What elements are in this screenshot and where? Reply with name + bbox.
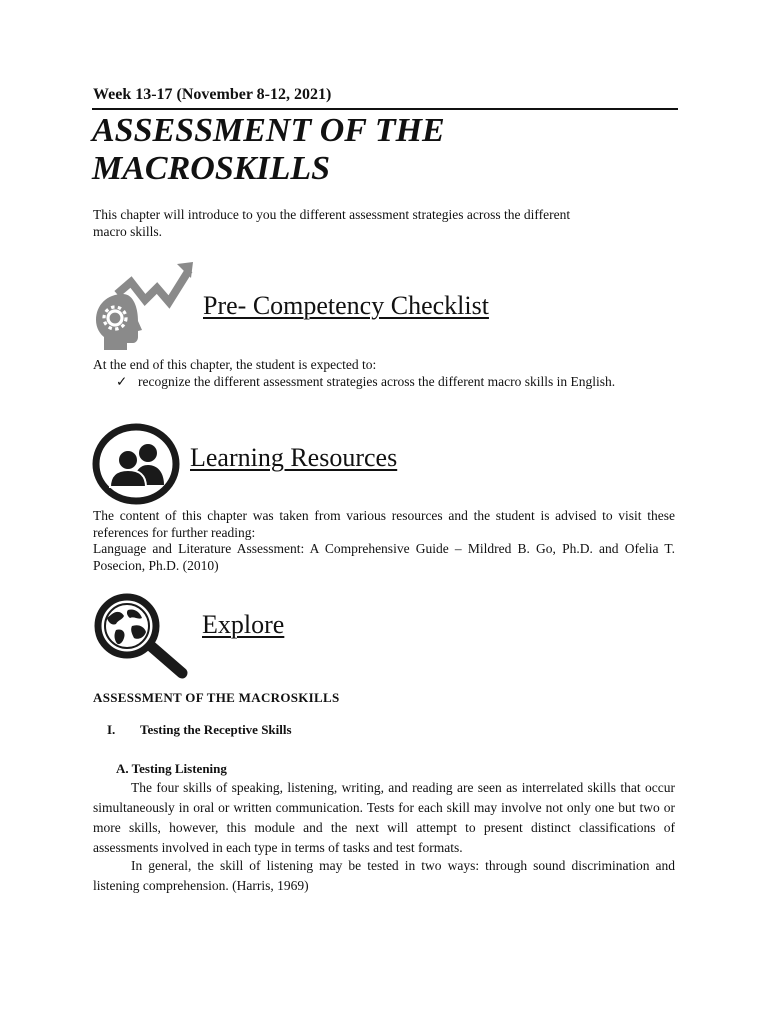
header-rule [92, 108, 678, 110]
head-gear-growth-icon [93, 258, 195, 352]
magnifier-globe-icon [92, 592, 192, 680]
learning-resources-text: The content of this chapter was taken from various resources and the student is advised to visit these references for further reading: [93, 508, 675, 540]
testing-listening-heading: A. Testing Listening [116, 761, 227, 776]
paragraph-2: In general, the skill of listening may be tested in two ways: through sound discrimination and listening comprehension. (Harris, 1969) [93, 858, 675, 893]
pre-competency-heading: Pre- Competency Checklist [203, 291, 489, 320]
page-title [92, 112, 692, 188]
people-circle-icon [92, 423, 180, 505]
roman-numeral: I. [107, 722, 116, 737]
title-line-1: ASSESSMENT OF THE [92, 112, 445, 149]
paragraph-1: The four skills of speaking, listening, writing, and reading are seen as interrelated skills that occur simultaneously in oral or written communication. Tests for each skill may involve not only one but two or more skills, however, this module and the next will attempt to present distinct classifications of assessments involved in each type in terms of tasks and test formats. [93, 780, 675, 855]
checkmark-icon: ✓ [116, 374, 128, 389]
explore-heading: Explore [202, 610, 285, 639]
week-label: Week 13-17 (November 8-12, 2021) [93, 86, 332, 103]
intro-line-1: This chapter will introduce to you the different assessment strategies across the different [93, 207, 571, 222]
section-title: ASSESSMENT OF THE MACROSKILLS [93, 690, 340, 705]
receptive-skills-heading: Testing the Receptive Skills [140, 722, 292, 737]
learning-resources-heading: Learning Resources [190, 443, 398, 472]
intro-line-2: macro skills. [93, 223, 162, 239]
reference-citation: Language and Literature Assessment: A Comprehensive Guide – Mildred B. Go, Ph.D. and Ofelia T. Posecion, Ph.D. (2010) [93, 541, 675, 573]
title-line-2: MACROSKILLS [92, 150, 331, 187]
checklist-item-text: recognize the different assessment strategies across the different macro skills in English. [138, 374, 616, 389]
intro-paragraph [93, 207, 683, 240]
pre-competency-lead: At the end of this chapter, the student is expected to: [93, 357, 377, 372]
